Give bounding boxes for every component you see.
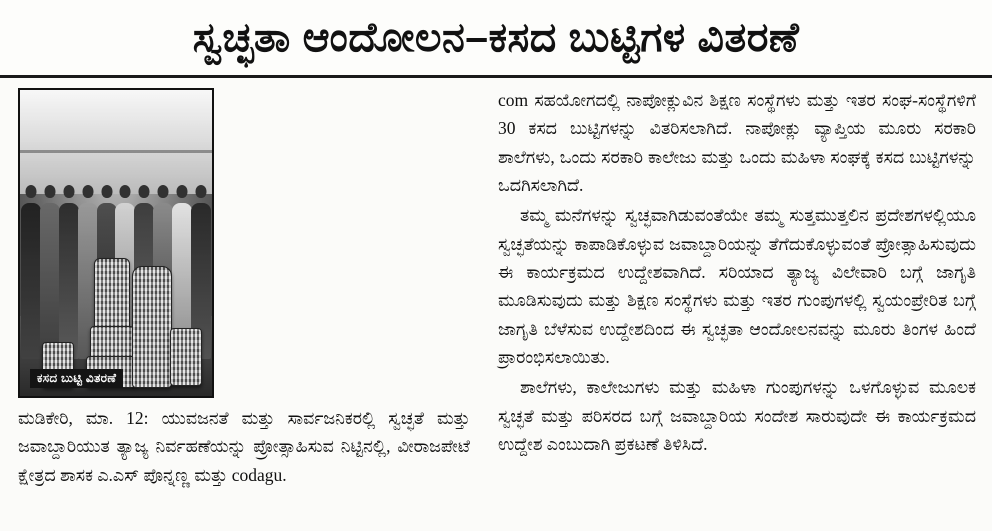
waste-basket xyxy=(132,266,172,388)
waste-basket xyxy=(170,328,202,386)
headline-banner xyxy=(0,0,992,78)
article-paragraph: ಶಾಲೆಗಳು, ಕಾಲೇಜುಗಳು ಮತ್ತು ಮಹಿಳಾ ಗುಂಪುಗಳನ್ನು ಒಳಗೊಳ್ಳುವ ಮೂಲಕ ಸ್ವಚ್ಛತೆ ಮತ್ತು ಪರಿಸರದ ಬಗ್ಗೆ ಜವಾಬ್ದಾರಿಯ ಸಂದೇಶ ಸಾರುವುದೇ ಈ ಕಾರ್ಯಕ್ರಮದ ಉದ್ದೇಶ ಎಂಬುದಾಗಿ ಪ್ರಕಟಣೆ ತಿಳಿಸಿದೆ. xyxy=(498,377,976,455)
person-figure xyxy=(59,182,80,359)
person-figure xyxy=(40,182,61,359)
article-body-right-column xyxy=(498,86,976,460)
photo-caption: ಕಸದ ಬುಟ್ಟಿ ವಿತರಣೆ xyxy=(30,369,123,388)
photo-canvas xyxy=(20,90,212,396)
article-body-left-column xyxy=(18,404,470,489)
article-photo xyxy=(18,88,214,398)
article-lead-paragraph: ಮಡಿಕೇರಿ, ಮಾ. 12: ಯುವಜನತೆ ಮತ್ತು ಸಾರ್ವಜನಿಕರಲ್ಲಿ ಸ್ವಚ್ಛತೆ ಮತ್ತು ಜವಾಬ್ದಾರಿಯುತ ತ್ಯಾಜ್ಯ ನಿರ್ವಹಣೆಯನ್ನು ಪ್ರೋತ್ಸಾಹಿಸುವ ನಿಟ್ಟಿನಲ್ಲಿ, ವೀರಾಜಪೇಟೆ ಕ್ಷೇತ್ರದ ಶಾಸಕ ಎ.ಎಸ್ ಪೊನ್ನಣ್ಣ ಮತ್ತು codagu. xyxy=(18,408,470,485)
person-figure xyxy=(21,182,42,359)
article-paragraph: ತಮ್ಮ ಮನೆಗಳನ್ನು ಸ್ವಚ್ಛವಾಗಿಡುವಂತೆಯೇ ತಮ್ಮ ಸುತ್ತಮುತ್ತಲಿನ ಪ್ರದೇಶಗಳಲ್ಲಿಯೂ ಸ್ವಚ್ಛತೆಯನ್ನು ಕಾಪಾಡಿಕೊಳ್ಳುವ ಜವಾಬ್ದಾರಿಯನ್ನು ತೆಗೆದುಕೊಳ್ಳುವಂತೆ ಪ್ರೋತ್ಸಾಹಿಸುವುದು ಈ ಕಾರ್ಯಕ್ರಮದ ಉದ್ದೇಶವಾಗಿದೆ. ಸರಿಯಾದ ತ್ಯಾಜ್ಯ ವಿಲೇವಾರಿ ಬಗ್ಗೆ ಜಾಗೃತಿ ಮೂಡಿಸುವುದು ಮತ್ತು ಶಿಕ್ಷಣ ಸಂಸ್ಥೆಗಳು ಮತ್ತು ಇತರ ಗುಂಪುಗಳಲ್ಲಿ ಸ್ವಯಂಪ್ರೇರಿತ ಬಗ್ಗೆ ಜಾಗೃತಿ ಬೆಳೆಸುವ ಉದ್ದೇಶದಿಂದ ಈ ಸ್ವಚ್ಛತಾ ಆಂದೋಲನವನ್ನು ಮೂರು ತಿಂಗಳ ಹಿಂದೆ ಪ್ರಾರಂಭಿಸಲಾಯಿತು. xyxy=(498,205,976,368)
article-paragraph: com ಸಹಯೋಗದಲ್ಲಿ ನಾಪೋಕ್ಲುವಿನ ಶಿಕ್ಷಣ ಸಂಸ್ಥೆಗಳು ಮತ್ತು ಇತರ ಸಂಘ-ಸಂಸ್ಥೆಗಳಿಗೆ 30 ಕಸದ ಬುಟ್ಟಿಗಳನ್ನು ವಿತರಿಸಲಾಗಿದೆ. ನಾಪೋಕ್ಲು ವ್ಯಾಪ್ತಿಯ ಮೂರು ಸರಕಾರಿ ಶಾಲೆಗಳು, ಒಂದು ಸರಕಾರಿ ಕಾಲೇಜು ಮತ್ತು ಒಂದು ಮಹಿಳಾ ಸಂಘಕ್ಕೆ ಕಸದ ಬುಟ್ಟಿಗಳನ್ನು ಒದಗಿಸಲಾಗಿದೆ. xyxy=(498,90,976,196)
photo-background-wall xyxy=(20,90,212,194)
page-title: ಸ್ವಚ್ಛತಾ ಆಂದೋಲನ–ಕಸದ ಬುಟ್ಟಿಗಳ ವಿತರಣೆ xyxy=(192,13,800,60)
waste-basket xyxy=(94,258,130,332)
